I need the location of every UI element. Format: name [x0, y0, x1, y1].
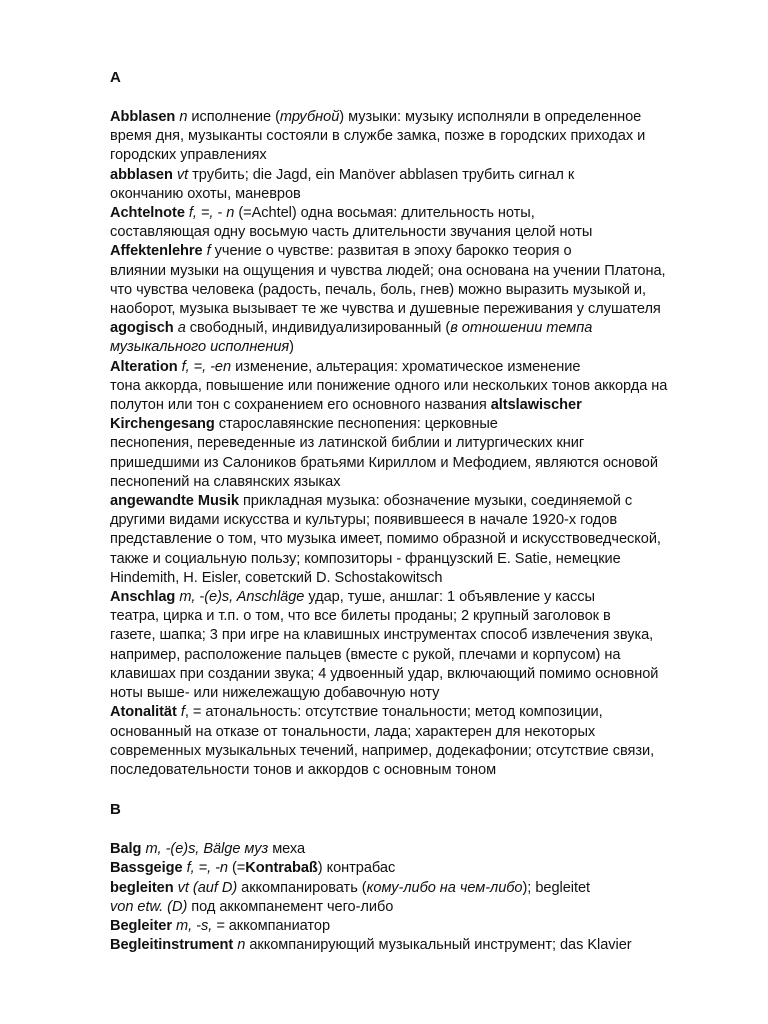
grammar-note: f: [206, 243, 211, 260]
text-line: [110, 204, 722, 223]
definition-text: влиянии музыки на ощущения и чувства людей; она основана на учении Платона,: [110, 262, 666, 279]
definition-text: также и социальную пользу; композиторы - французский E. Satie, немецкие: [110, 550, 621, 567]
text-line: [110, 936, 722, 955]
definition-text: (=Achtel) одна восьмая: длительность ноты,: [234, 205, 535, 222]
grammar-note: музыкального исполнения: [110, 339, 290, 356]
text-line: [110, 703, 722, 722]
definition-text: пришедшими из Салоников братьями Кириллом и Мефодием, являются основой: [110, 454, 658, 471]
definition-text: аккомпаниатор: [224, 917, 331, 934]
text-line: [110, 281, 722, 300]
definition-text: что чувства человека (радость, печаль, боль, гнев) можно выразить музыкой и,: [110, 281, 647, 298]
text-line: [110, 917, 722, 936]
headword: Abblasen: [110, 109, 176, 125]
definition-text: изменение, альтерация: хроматическое изменение: [231, 358, 581, 375]
definition-text: аккомпанировать (: [237, 879, 367, 896]
text-line: [110, 742, 722, 761]
text-line: [110, 898, 722, 917]
headword: Achtelnote: [110, 205, 185, 222]
text-line: [110, 684, 722, 703]
headword: Kontrabaß: [245, 860, 318, 877]
headword: begleiten: [110, 879, 174, 896]
definition-text: последовательности тонов и аккордов с основным тоном: [110, 761, 497, 778]
grammar-note: von etw. (D): [110, 898, 188, 915]
grammar-note: трубной: [279, 109, 340, 125]
definition-text: свободный, индивидуализированный (: [185, 320, 451, 337]
headword: Begleiter: [110, 917, 173, 934]
definition-text: меха: [268, 841, 306, 858]
definition-text: современных музыкальных течений, например, додекафонии; отсутствие связи,: [110, 742, 655, 759]
grammar-note: m, -s, =: [176, 917, 225, 934]
text-line: [110, 415, 722, 434]
definition-text: полутон или тон с сохранением его основного названия: [110, 397, 491, 414]
definition-text: клавишах при создании звука; 4 удвоенный удар, включающий помимо основной: [110, 665, 659, 682]
headword: altslawischer: [490, 397, 582, 414]
text-line: [110, 665, 722, 684]
text-line: [110, 127, 722, 146]
grammar-note: vt: [176, 166, 189, 183]
grammar-note: кому-либо на чем-либо: [366, 879, 523, 896]
definition-text: трубить; die Jagd, ein Manöver abblasen трубить сигнал к: [188, 166, 575, 183]
text-line: [110, 473, 722, 492]
document-page: [110, 68, 722, 955]
headword: Begleitinstrument: [110, 937, 234, 954]
text-line: [110, 338, 722, 357]
text-line: [110, 530, 722, 549]
definition-text: окончанию охоты, маневров: [110, 185, 301, 202]
text-line: [110, 723, 722, 742]
definition-text: театра, цирка и т.п. о том, что все билеты проданы; 2 крупный заголовок в: [110, 608, 611, 625]
definition-text: ноты выше- или нижележащую добавочную ноту: [110, 685, 440, 702]
grammar-note: в отношении темпа: [450, 320, 593, 337]
definition-text: под аккомпанемент чего-либо: [187, 898, 394, 915]
definition-text: , = атональность: отсутствие тональности; метод композиции,: [184, 704, 603, 721]
definition-text: время дня, музыканты состояли в службе замка, позже в городских приходах и: [110, 128, 646, 145]
definition-text: удар, туше, аншлаг: 1 объявление у кассы: [304, 589, 595, 606]
definition-text: наоборот, музыка вызывает те же чувства и душевные переживания у слушателя: [110, 301, 661, 318]
text-line: [110, 761, 722, 780]
spacer: [110, 820, 722, 840]
text-line: [110, 242, 722, 261]
text-line: [110, 223, 722, 242]
grammar-note: f, =, -en: [181, 358, 232, 375]
text-line: [110, 454, 722, 473]
text-line: [110, 185, 722, 204]
definition-text: исполнение (: [187, 109, 280, 125]
headword: Affektenlehre: [110, 243, 203, 260]
section-letter-heading: B: [110, 801, 121, 819]
grammar-note: f: [180, 704, 185, 721]
definition-text: городских управлениях: [110, 147, 267, 164]
text-line: [110, 166, 722, 185]
headword: Anschlag: [110, 589, 176, 606]
definition-text: основанный на отказе от тональности, лада; характерен для некоторых: [110, 723, 596, 740]
text-line: [110, 588, 722, 607]
headword: angewandte Musik: [110, 493, 239, 510]
text-line: [110, 511, 722, 530]
definition-text: ); begleitet: [522, 879, 591, 896]
definition-text: Hindemith, H. Eisler, советский D. Schostakowitsch: [110, 569, 443, 586]
headword: Atonalität: [110, 704, 177, 721]
headword: Alteration: [110, 358, 178, 375]
definition-text: ) музыки: музыку исполняли в определенное: [339, 109, 642, 125]
text-line: [110, 569, 722, 588]
grammar-note: n: [237, 937, 246, 954]
text-line: [110, 840, 722, 859]
grammar-note: n: [179, 109, 188, 125]
definition-text: представление о том, что музыка имеет, помимо образной и искусствоведческой,: [110, 531, 661, 548]
spacer: [110, 88, 722, 108]
definition-text: например, расположение пальцев (вместе с рукой, плечами и корпусом) на: [110, 646, 621, 663]
definition-text: учение о чувстве: развитая в эпоху барокко теория о: [210, 243, 572, 260]
text-line: [110, 262, 722, 281]
text-line: [110, 396, 722, 415]
text-line: [110, 492, 722, 511]
text-line: [110, 550, 722, 569]
definition-text: ) контрабас: [317, 860, 396, 877]
definition-text: песнопения, переведенные из латинской библии и литургических книг: [110, 435, 585, 452]
headword: Bassgeige: [110, 860, 183, 877]
text-line: [110, 319, 722, 338]
text-line: [110, 859, 722, 878]
definition-text: другими видами искусства и культуры; появившееся в начале 1920-х годов: [110, 512, 618, 529]
grammar-note: a: [177, 320, 186, 337]
definition-text: аккомпанирующий музыкальный инструмент; das Klavier: [245, 937, 632, 954]
grammar-note: m, -(e)s, Bälge муз: [145, 841, 269, 858]
text-line: [110, 300, 722, 319]
definition-text: составляющая одну восьмую часть длительности звучания целой ноты: [110, 224, 593, 241]
text-line: [110, 146, 722, 165]
text-line: [110, 626, 722, 645]
definition-text: ): [289, 339, 294, 356]
section-letter-heading: A: [110, 69, 121, 86]
headword: Balg: [110, 841, 142, 858]
grammar-note: m, -(e)s, Anschläge: [179, 589, 305, 606]
text-line: [110, 377, 722, 396]
spacer: [110, 780, 722, 800]
text-line: [110, 879, 722, 898]
text-line: [110, 108, 722, 127]
text-line: [110, 434, 722, 453]
definition-text: тона аккорда, повышение или понижение одного или нескольких тонов аккорда на: [110, 377, 668, 394]
headword: Kirchengesang: [110, 416, 215, 433]
headword: agogisch: [110, 320, 174, 337]
definition-text: газете, шапка; 3 при игре на клавишных инструментах способ извлечения звука,: [110, 627, 654, 644]
definition-text: прикладная музыка: обозначение музыки, соединяемой с: [238, 493, 633, 510]
grammar-note: f, =, -n: [186, 860, 228, 877]
text-line: [110, 358, 722, 377]
definition-text: песнопений на славянских языках: [110, 473, 341, 490]
definition-text: старославянские песнопения: церковные: [214, 416, 498, 433]
text-line: [110, 646, 722, 665]
definition-text: (=: [227, 860, 246, 877]
grammar-note: f, =, - n: [188, 205, 235, 222]
grammar-note: vt (auf D): [177, 879, 238, 896]
headword: abblasen: [110, 166, 173, 183]
text-line: [110, 607, 722, 626]
